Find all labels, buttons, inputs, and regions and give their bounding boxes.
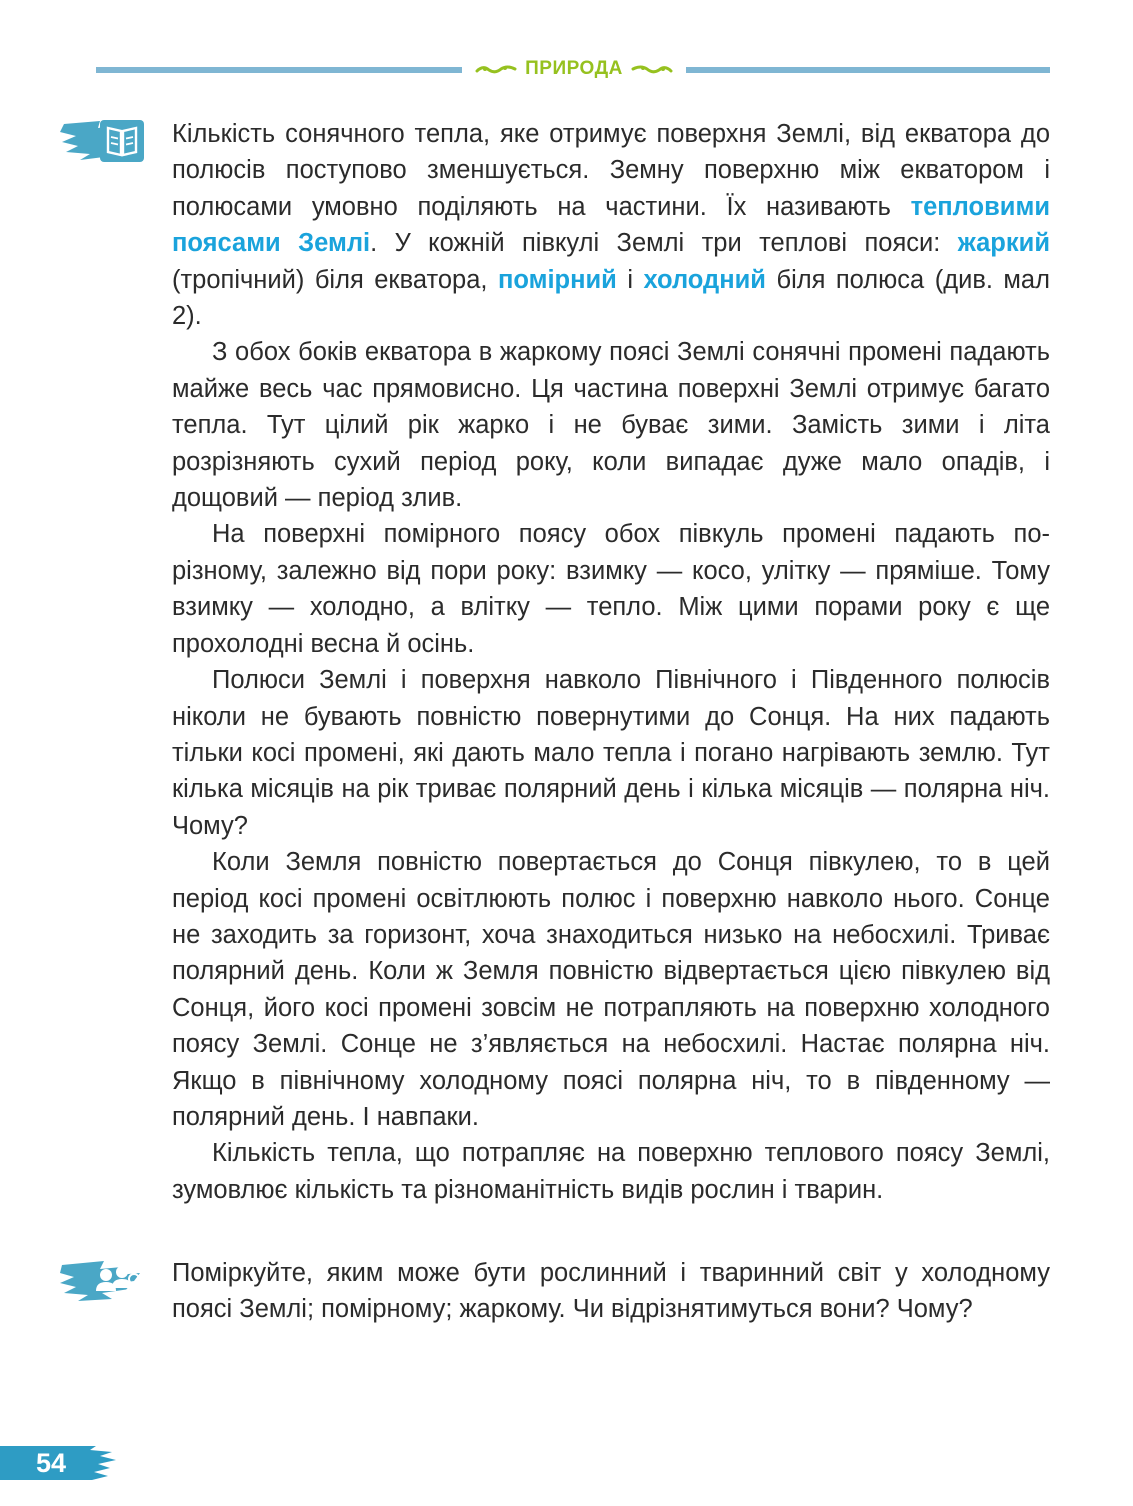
keyword-temperate: помірний [497, 265, 617, 294]
leaf-ornament-right-icon [629, 63, 673, 75]
paragraph-2: З обох боків екватора в жаркому поясі Землі сонячні промені падають майже весь час прямовисно. Ця частина поверхні Землі отримує багато тепла. Тут цілий рік жарко і не буває зими. Замість зими і літа розрізняють сухий період року, коли випадає дуже мало опадів, і дощовий — період злив. [172, 338, 1050, 513]
keyword-hot: жаркий [957, 229, 1050, 258]
discussion-text [172, 1255, 1050, 1328]
page-number: 54 [36, 1448, 67, 1478]
keyword-cold: холодний [643, 265, 766, 294]
paragraph-3: На поверхні помірного поясу обох півкуль промені падають по-різному, залежно від пори року: взимку — косо, улітку — пряміше. Тому взимку — холодно, а влітку — тепло. Між цими порами року є ще прохолодні весна й осінь. [172, 520, 1050, 658]
keyword-thermal-zones: тепловими поясами Землі [172, 192, 1050, 258]
open-book-icon [60, 116, 146, 166]
paragraph-6: Кількість тепла, що потрапляє на поверхню теплового поясу Землі, зумовлює кількість та різноманітність видів рослин і тварин. [172, 1139, 1050, 1204]
discussion-question: Поміркуйте, яким може бути рослинний і тваринний світ у холодному поясі Землі; помірному; жаркому. Чи відрізнятимуться вони? Чому? [172, 1259, 1050, 1324]
paragraph-5: Коли Земля повністю повертається до Сонця півкулею, то в цей період косі промені освітлюють полюс і поверхню навколо нього. Сонце не заходить за горизонт, хоча знаходиться низько на небосхилі. Триває полярний день. Коли ж Земля повністю відвертається цією півкулею від Сонця, його косі промені зовсім не потрапляють на поверхню холодного поясу Землі. Сонце не з’являється на небосхилі. Настає полярна ніч. Якщо в північному холодному поясі полярна ніч, то в південному — полярний день. І навпаки. [172, 848, 1050, 1131]
paragraph-4: Полюси Землі і поверхня навколо Північного і Південного полюсів ніколи не бувають повністю повернутими до Сонця. На них падають тільки косі промені, які дають мало тепла і погано нагрівають землю. Тут кілька місяців на рік триває полярний день і кілька місяців — полярна ніч. Чому? [172, 666, 1050, 840]
group-discussion-icon [60, 1255, 146, 1305]
paragraph-1: Кількість сонячного тепла, яке отримує поверхня Землі, від екватора до полюсів поступово зменшується. Земну поверхню між екватором і полюсами умовно поділяють на частини. Їх називають тепловими поясами Землі. У кожній півкулі Землі три теплові пояси: жаркий (тропічний) біля екватора, помірний і холодний біля полюса (див. мал 2). [172, 120, 1050, 331]
section-title: ПРИРОДА [525, 58, 623, 79]
reading-text [172, 116, 1050, 1208]
section-header [462, 56, 686, 82]
leaf-ornament-left-icon [475, 63, 519, 75]
